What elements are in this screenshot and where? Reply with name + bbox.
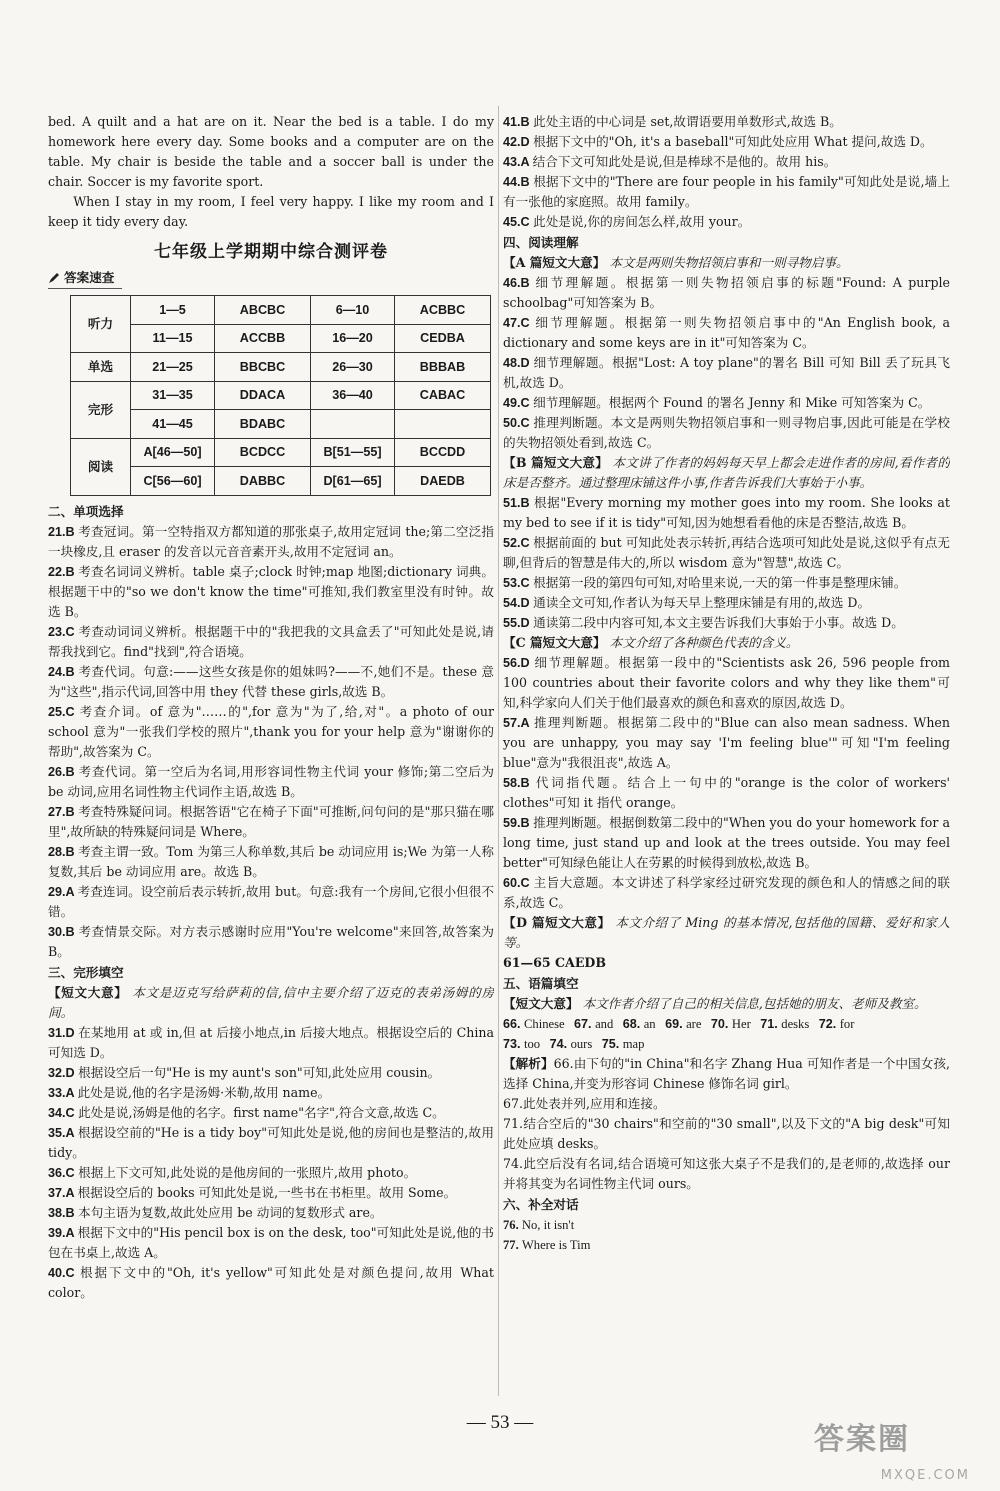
pen-icon [48, 272, 60, 284]
answer-item [503, 413, 950, 453]
section-heading: 三、完形填空 [48, 964, 124, 980]
dialog-answer [503, 1235, 950, 1255]
answer-number: 34.C [48, 1105, 79, 1120]
answer-number: 55.D [503, 616, 534, 630]
dialog-number: 76. [503, 1218, 522, 1232]
answer-number: 49.C [503, 396, 534, 410]
answer-item [503, 212, 950, 232]
fill-answer: for [839, 1017, 864, 1031]
answer-number: 48.D [503, 356, 534, 370]
answer-item [503, 152, 950, 172]
answer-number: 40.C [48, 1265, 80, 1280]
answer-explanation: 考查名词词义辨析。table 桌子;clock 时钟;map 地图;dictionary 词典。根据题干中的"so we don't know the time"可推知,我们教室里没有时钟。故选 B。 [48, 563, 494, 619]
answer-explanation: 根据下文中的"His pencil box is on the desk, too"可知此处是说,他的书包在书桌上,故选 A。 [48, 1224, 494, 1260]
summary-tag: 【A 篇短文大意】 [503, 255, 606, 270]
answer-explanation: 考查主谓一致。Tom 为第三人称单数,其后 be 动词应用 is;We 为第一人称复数,其后 be 动词应用 are。故选 B。 [48, 843, 494, 879]
answer-item [503, 493, 950, 533]
answer-explanation: 考查连词。设空前后表示转折,故用 but。句意:我有一个房间,它很小但很不错。 [48, 883, 494, 919]
summary-text: 本文介绍了各种颜色代表的含义。 [609, 635, 799, 650]
answer-item [503, 773, 950, 813]
fill-number: 70. [710, 1017, 732, 1031]
answer-61-65: 61—65 CAEDB [503, 955, 606, 970]
table-cell: DABBC [215, 467, 311, 496]
table-cell: BBCBC [215, 353, 311, 382]
table-cell: 单选 [71, 353, 131, 382]
table-cell: 26—30 [311, 353, 395, 382]
summary [48, 983, 494, 1023]
summary-text: 本文作者介绍了自己的相关信息,包括她的朋友、老师及教室。 [582, 996, 927, 1011]
answer-item [48, 762, 494, 802]
table-cell: D[61—65] [311, 467, 395, 496]
answer-number: 35.A [48, 1125, 78, 1140]
section-heading: 六、补全对话 [503, 1197, 579, 1212]
table-cell: 21—25 [131, 353, 215, 382]
summary-tag: 【短文大意】 [48, 984, 128, 1000]
answer-number: 26.B [48, 764, 79, 779]
summary-text: 本文讲了作者的妈妈每天早上都会走进作者的房间,看作者的床是否整齐。通过整理床铺这件小事,作者告诉我们大事始于小事。 [503, 455, 950, 490]
answer-explanation: 考查特殊疑问词。根据答语"它在椅子下面"可推断,问句问的是"那只猫在哪里",故所缺的特殊疑问词是 Where。 [48, 803, 494, 839]
fill-number: 69. [665, 1017, 687, 1031]
table-row [71, 324, 491, 353]
answer-number: 46.B [503, 276, 536, 290]
analysis-line: 67.此处表并列,应用和连接。 [503, 1096, 666, 1111]
analysis-tag: 【解析】 [503, 1056, 554, 1071]
answer-number: 54.D [503, 596, 534, 610]
fill-answer: map [622, 1037, 654, 1051]
answer-explanation: 细节理解题。根据第一段中的"Scientists ask 26, 596 people from 100 countries about their favorite colors and why they like them"可知,科学家向人们关于他们最喜欢的颜色和喜欢的原因,故选 D。 [503, 655, 950, 710]
table-cell: 6—10 [311, 296, 395, 325]
answer-number: 24.B [48, 664, 79, 679]
table-row [71, 467, 491, 496]
table-cell: 1—5 [131, 296, 215, 325]
answer-explanation: 细节理解题。根据第一则失物招领启事的标题"Found: A purple schoolbag"可知答案为 B。 [503, 275, 950, 310]
table-cell: C[56—60] [131, 467, 215, 496]
answer-explanation: 通读全文可知,作者认为每天早上整理床铺是有用的,故选 D。 [533, 595, 871, 610]
answer-explanation: 考查情景交际。对方表示感谢时应用"You're welcome"来回答,故答案为 B。 [48, 923, 494, 959]
answer-number: 38.B [48, 1205, 79, 1220]
answer-number: 27.B [48, 804, 79, 819]
answer-explanation: 推理判断题。根据倒数第二段中的"When you do your homework for a long time, just stand up and look at the trees outside. You may feel better"可知绿色能让人在劳累的时候得到放松,故选 B。 [503, 815, 950, 870]
answer-item [503, 313, 950, 353]
answer-item [48, 522, 494, 562]
answer-item [48, 802, 494, 842]
fill-answer: are [686, 1017, 711, 1031]
answer-list-56-60 [503, 653, 950, 913]
summary-text: 本文是迈克写给萨莉的信,信中主要介绍了迈克的表弟汤姆的房间。 [48, 984, 494, 1020]
answer-number: 53.C [503, 576, 534, 590]
fill-answer: Her [731, 1017, 761, 1031]
answer-explanation: 根据上下文可知,此处说的是他房间的一张照片,故用 photo。 [78, 1164, 417, 1180]
answer-item [503, 873, 950, 913]
answer-explanation: 此处是说,你的房间怎么样,故用 your。 [533, 214, 751, 229]
answer-number: 31.D [48, 1025, 79, 1040]
answer-number: 51.B [503, 496, 534, 510]
table-cell: ABCBC [215, 296, 311, 325]
dialog-text: No, it isn't [521, 1218, 575, 1232]
answer-item [503, 112, 950, 132]
answer-explanation: 通读第二段中内容可知,本文主要告诉我们大事始于小事。故选 D。 [533, 615, 904, 630]
answer-explanation: 细节理解题。根据第一则失物招领启事中的"An English book, a dictionary and some keys are in it"可知答案为 C。 [503, 315, 950, 350]
answer-table [70, 295, 491, 496]
table-cell [311, 410, 395, 439]
table-cell: DAEDB [395, 467, 491, 496]
answer-item [48, 842, 494, 882]
answer-item [48, 1183, 494, 1203]
summary-tag: 【D 篇短文大意】 [503, 915, 611, 930]
answer-item [503, 713, 950, 773]
table-cell: 阅读 [71, 438, 131, 495]
answer-number: 22.B [48, 564, 79, 579]
answer-number: 32.D [48, 1065, 79, 1080]
answer-explanation: 细节理解题。根据"Lost: A toy plane"的署名 Bill 可知 Bill 丢了玩具飞机,故选 D。 [503, 355, 950, 390]
table-cell: CABAC [395, 381, 491, 410]
table-cell: BCCDD [395, 438, 491, 467]
summary [503, 453, 950, 493]
answer-item [48, 1203, 494, 1223]
answer-number: 52.C [503, 536, 534, 550]
table-row [71, 410, 491, 439]
analysis-line: 74.此空后没有名词,结合语境可知这张大桌子不是我们的,是老师的,故选择 our 并将其变为名词性物主代词 ours。 [503, 1156, 950, 1191]
answer-item [48, 1263, 494, 1303]
answer-explanation: 根据第一段的第四句可知,对哈里来说,一天的第一件事是整理床铺。 [533, 575, 907, 590]
summary-tag: 【C 篇短文大意】 [503, 635, 606, 650]
analysis-line: 71.结合空后的"30 chairs"和空前的"30 small",以及下文的"A big desk"可知此处应填 desks。 [503, 1116, 950, 1151]
answer-number: 41.B [503, 115, 534, 129]
dialog-answers [503, 1215, 950, 1255]
watermark-text: 答案圈 [814, 1422, 910, 1457]
table-cell: BBBAB [395, 353, 491, 382]
fill-answer: Chinese [524, 1017, 575, 1031]
fill-answer: and [595, 1017, 623, 1031]
answer-item [503, 613, 950, 633]
answer-explanation: 考查冠词。第一空特指双方都知道的那张桌子,故用定冠词 the;第二空泛指一块橡皮,且 eraser 的发音以元音音素开头,故用不定冠词 an。 [48, 523, 494, 559]
answer-number: 59.B [503, 816, 534, 830]
answer-explanation: 推理判断题。根据第二段中的"Blue can also mean sadness. When you are unhappy, you may say 'I'm feeling blue'"可知"I'm feeling blue"意为"我很沮丧",故选 A。 [503, 715, 950, 770]
answer-explanation: 结合下文可知此处是说,但是棒球不是他的。故用 his。 [532, 154, 837, 169]
answer-explanation: 在某地用 at 或 in,但 at 后接小地点,in 后接大地点。根据设空后的 China 可知选 D。 [48, 1024, 494, 1060]
table-cell: BDABC [215, 410, 311, 439]
answer-explanation: 考查代词。句意:——这些女孩是你的姐妹吗?——不,她们不是。these 意为"这些",指示代词,回答中用 they 代替 these girls,故选 B。 [48, 663, 494, 699]
summary [503, 633, 950, 653]
table-cell: CEDBA [395, 324, 491, 353]
intro-paragraph-2: When I stay in my room, I feel very happy. I like my room and I keep it tidy every day. [48, 194, 494, 229]
answer-explanation: 考查动词词义辨析。根据题干中的"我把我的文具盒丢了"可知此处是说,请帮我找到它。find"找到",符合语境。 [48, 623, 494, 659]
answer-number: 43.A [503, 155, 533, 169]
section-heading: 四、阅读理解 [503, 235, 579, 250]
answer-number: 58.B [503, 776, 536, 790]
answer-item [503, 172, 950, 212]
answer-explanation: 主旨大意题。本文讲述了科学家经过研究发现的颜色和人的情感之间的联系,故选 C。 [503, 875, 950, 910]
answer-quick-label: 答案速查 [64, 270, 115, 285]
table-cell: DDACA [215, 381, 311, 410]
analysis-block [503, 1054, 950, 1094]
page-number: — 53 — [466, 1412, 534, 1433]
answer-explanation: 根据下文中的"There are four people in his family"可知此处是说,墙上有一张他的家庭照。故用 family。 [503, 174, 950, 209]
fill-number: 66. [503, 1017, 525, 1031]
fill-number: 72. [818, 1017, 840, 1031]
answer-number: 44.B [503, 175, 534, 189]
answer-explanation: 代词指代题。结合上一句中的"orange is the color of workers' clothes"可知 it 指代 orange。 [503, 775, 950, 810]
fill-number: 67. [574, 1017, 596, 1031]
answer-item [503, 813, 950, 873]
fill-number: 68. [622, 1017, 644, 1031]
answer-number: 21.B [48, 524, 79, 539]
answer-explanation: 本句主语为复数,故此处应用 be 动词的复数形式 are。 [78, 1204, 383, 1220]
summary-tag: 【B 篇短文大意】 [503, 455, 609, 470]
summary-text: 本文是两则失物招领启事和一则寻物启事。 [609, 255, 849, 270]
table-cell: ACCBB [215, 324, 311, 353]
answer-list-31-40 [48, 1023, 494, 1303]
answer-number: 33.A [48, 1085, 78, 1100]
summary [503, 913, 950, 953]
answer-number: 37.A [48, 1185, 78, 1200]
summary-tag: 【短文大意】 [503, 996, 579, 1011]
answer-list-21-30 [48, 522, 494, 962]
answer-explanation: 根据下文中的"Oh, it's a baseball"可知此处应用 What 提问,故选 D。 [533, 134, 933, 149]
table-cell: 听力 [71, 296, 131, 353]
answer-item [48, 1223, 494, 1263]
table-cell: BCDCC [215, 438, 311, 467]
answer-explanation: 根据下文中的"Oh, it's yellow"可知此处是对颜色提问,故用 What color。 [48, 1264, 494, 1300]
answer-item [503, 132, 950, 152]
table-cell: 完形 [71, 381, 131, 438]
dialog-text: Where is Tim [521, 1238, 591, 1252]
fill-answers-line-1 [503, 1014, 950, 1034]
column-divider [498, 106, 499, 1396]
answer-item [48, 882, 494, 922]
exam-title: 七年级上学期期中综合测评卷 [154, 242, 388, 262]
summary [503, 253, 950, 273]
answer-item [503, 353, 950, 393]
answer-item [503, 393, 950, 413]
answer-explanation: 细节理解题。根据两个 Found 的署名 Jenny 和 Mike 可知答案为 C。 [533, 395, 931, 410]
answer-number: 47.C [503, 316, 536, 330]
answer-explanation: 根据前面的 but 可知此处表示转折,再结合选项可知此处是说,这似乎有点无聊,但背后的智慧是伟大的,所以 wisdom 意为"智慧",故选 C。 [503, 535, 950, 570]
answer-item [48, 702, 494, 762]
dialog-answer [503, 1215, 950, 1235]
table-cell: 41—45 [131, 410, 215, 439]
answer-explanation: 根据设空前的"He is a tidy boy"可知此处是说,他的房间也是整洁的,故用 tidy。 [48, 1124, 494, 1160]
table-row [71, 296, 491, 325]
watermark-logo [814, 1422, 974, 1483]
answer-number: 25.C [48, 704, 80, 719]
intro-paragraph-1: bed. A quilt and a hat are on it. Near the bed is a table. I do my homework here every day. Some books and a computer are on the table. My chair is beside the table and a soccer ball is under the chair. Soccer is my favorite sport. [48, 114, 494, 189]
right-column [503, 112, 950, 1255]
table-row [71, 353, 491, 382]
answer-item [48, 1083, 494, 1103]
fill-answer: ours [570, 1037, 602, 1051]
answer-list-41-45 [503, 112, 950, 232]
answer-number: 30.B [48, 924, 79, 939]
answer-explanation: 根据设空后的 books 可知此处是说,一些书在书柜里。故用 Some。 [77, 1184, 457, 1200]
table-cell: 36—40 [311, 381, 395, 410]
answer-item [48, 662, 494, 702]
answer-item [503, 593, 950, 613]
answer-item [48, 1123, 494, 1163]
answer-number: 28.B [48, 844, 79, 859]
answer-explanation: 此处是说,他的名字是汤姆·米勒,故用 name。 [77, 1084, 331, 1100]
table-cell: ACBBC [395, 296, 491, 325]
answer-explanation: 此处是说,汤姆是他的名字。first name"名字",符合文意,故选 C。 [78, 1104, 445, 1120]
watermark-url: MXQE.COM [880, 1468, 970, 1483]
answer-explanation: 推理判断题。本文是两则失物招领启事和一则寻物启事,因此可能是在学校的失物招领处看到,故选 C。 [503, 415, 950, 450]
answer-number: 45.C [503, 215, 534, 229]
answer-quick-heading [48, 268, 122, 289]
section-heading: 二、单项选择 [48, 503, 124, 519]
table-row [71, 438, 491, 467]
answer-explanation: 考查介词。of 意为"……的",for 意为"为了,给,对"。a photo of our school 意为"一张我们学校的照片",thank you for your help 意为"谢谢你的帮助",故答案为 C。 [48, 703, 494, 759]
answer-item [503, 273, 950, 313]
answer-item [48, 1163, 494, 1183]
fill-answer: desks [781, 1017, 819, 1031]
fill-answers-line-2 [503, 1034, 950, 1054]
answer-number: 39.A [48, 1225, 78, 1240]
table-cell: 11—15 [131, 324, 215, 353]
table-cell: A[46—50] [131, 438, 215, 467]
table-cell: 31—35 [131, 381, 215, 410]
section-heading: 五、语篇填空 [503, 976, 579, 991]
answer-item [48, 562, 494, 622]
answer-number: 29.A [48, 884, 78, 899]
answer-item [48, 1063, 494, 1083]
fill-number: 71. [760, 1017, 782, 1031]
answer-list-51-55 [503, 493, 950, 633]
answer-item [503, 533, 950, 573]
summary-text: 本文介绍了 Ming 的基本情况,包括他的国籍、爱好和家人等。 [503, 915, 950, 950]
answer-item [503, 573, 950, 593]
dialog-number: 77. [503, 1238, 522, 1252]
table-cell: B[51—55] [311, 438, 395, 467]
analysis-text: 66.由下句的"in China"和名字 Zhang Hua 可知作者是一个中国女孩,选择 China,并变为形容词 Chinese 修饰名词 girl。 [503, 1056, 950, 1091]
answer-explanation: 根据"Every morning my mother goes into my room. She looks at my bed to see if it is tidy"可知,因为她想看看他的床是否整洁,故选 B。 [503, 495, 950, 530]
answer-item [48, 622, 494, 662]
answer-number: 57.A [503, 716, 534, 730]
answer-number: 60.C [503, 876, 534, 890]
left-column [48, 112, 494, 1303]
answer-item [48, 922, 494, 962]
fill-number: 74. [549, 1037, 571, 1051]
table-row [71, 381, 491, 410]
fill-answer: an [643, 1017, 666, 1031]
fill-answer: too [524, 1037, 550, 1051]
answer-number: 42.D [503, 135, 534, 149]
table-cell: 16—20 [311, 324, 395, 353]
summary [503, 994, 950, 1014]
answer-item [503, 653, 950, 713]
table-cell [395, 410, 491, 439]
answer-explanation: 根据设空后一句"He is my aunt's son"可知,此处应用 cousin。 [78, 1064, 441, 1080]
answer-item [48, 1103, 494, 1123]
fill-number: 75. [601, 1037, 623, 1051]
answer-number: 23.C [48, 624, 79, 639]
answer-explanation: 此处主语的中心词是 set,故谓语要用单数形式,故选 B。 [533, 114, 842, 129]
answer-list-46-50 [503, 273, 950, 453]
answer-number: 56.D [503, 656, 535, 670]
answer-number: 36.C [48, 1165, 79, 1180]
fill-number: 73. [503, 1037, 525, 1051]
answer-explanation: 考查代词。第一空后为名词,用形容词性物主代词 your 修饰;第二空后为 be 动词,应用名词性物主代词作主语,故选 B。 [48, 763, 494, 799]
answer-item [48, 1023, 494, 1063]
answer-number: 50.C [503, 416, 534, 430]
